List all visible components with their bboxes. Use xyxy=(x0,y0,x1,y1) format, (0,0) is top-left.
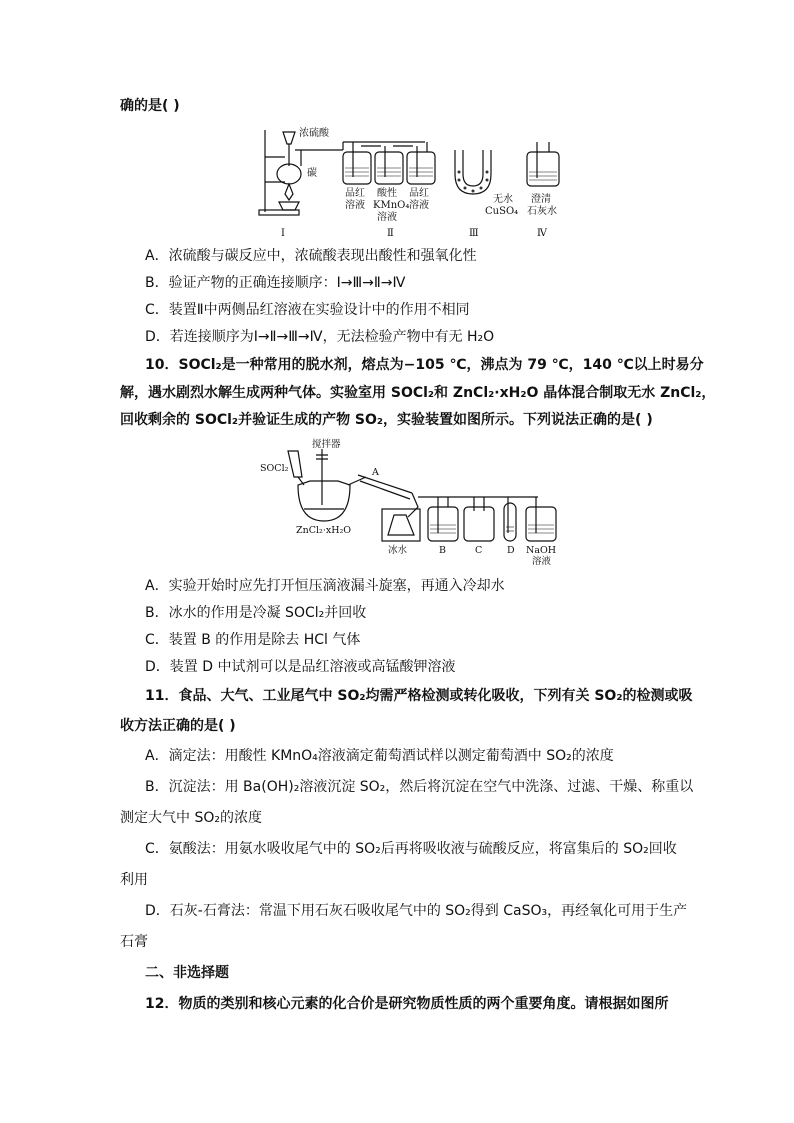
label-d: D xyxy=(507,545,515,556)
label-carbon: 碳 xyxy=(307,168,317,179)
label-zncl2: ZnCl₂·xH₂O xyxy=(296,525,352,536)
q10-option-c: C．装置 B 的作用是除去 HCl 气体 xyxy=(145,632,361,648)
q10-option-a: A．实验开始时应先打开恒压滴液漏斗旋塞，再通入冷却水 xyxy=(145,578,505,594)
q10-stem-3: 回收剩余的 SOCl₂并验证生成的产物 SO₂，实验装置如图所示。下列说法正确的是( ) xyxy=(120,412,653,428)
q11-stem-1: 11．食品、大气、工业尾气中 SO₂均需严格检测或转化吸收，下列有关 SO₂的检测或吸 xyxy=(145,688,693,704)
figure-q9-apparatus xyxy=(255,122,575,242)
label-acidic: 酸性 xyxy=(377,188,397,199)
figure-q10-apparatus xyxy=(258,437,568,567)
label-anhydrous: 无水 xyxy=(493,194,513,205)
label-stirrer: 搅拌器 xyxy=(312,439,341,450)
q11-stem-2: 收方法正确的是( ) xyxy=(120,718,236,734)
q9-option-b: B．验证产物的正确连接顺序：Ⅰ→Ⅲ→Ⅱ→Ⅳ xyxy=(145,275,406,291)
q11-option-c-2: 利用 xyxy=(120,872,148,888)
roman-2: Ⅱ xyxy=(387,228,394,239)
section-heading: 二、非选择题 xyxy=(145,965,229,981)
label-pin2: 品红 xyxy=(409,188,429,199)
q9-option-d: D．若连接顺序为Ⅰ→Ⅱ→Ⅲ→Ⅳ，无法检验产物中有无 H₂O xyxy=(145,329,495,345)
q10-stem-1: 10．SOCl₂是一种常用的脱水剂，熔点为−105 ℃，沸点为 79 ℃，140 ℃以上时易分 xyxy=(145,357,704,373)
q10-option-b: B．冰水的作用是冷凝 SOCl₂并回收 xyxy=(145,605,367,621)
label-sol2: 溶液 xyxy=(377,212,397,223)
q11-option-b-2: 测定大气中 SO₂的浓度 xyxy=(120,810,262,826)
label-naoh: NaOH xyxy=(526,545,557,556)
q10-stem-2: 解，遇水剧烈水解生成两种气体。实验室用 SOCl₂和 ZnCl₂·xH₂O 晶体混合制取无水 ZnCl₂， xyxy=(120,385,716,401)
q11-option-d-2: 石膏 xyxy=(120,934,148,950)
label-pin1: 品红 xyxy=(345,188,365,199)
label-limewater: 石灰水 xyxy=(527,206,557,217)
label-socl2: SOCl₂ xyxy=(260,463,289,474)
q11-option-a: A．滴定法：用酸性 KMnO₄溶液滴定葡萄酒试样以测定葡萄酒中 SO₂的浓度 xyxy=(145,748,614,764)
q11-option-b-1: B．沉淀法：用 Ba(OH)₂溶液沉淀 SO₂，然后将沉淀在空气中洗涤、过滤、干燥、称重以 xyxy=(145,779,694,795)
q12-stem-1: 12．物质的类别和核心元素的化合价是研究物质性质的两个重要角度。请根据如图所 xyxy=(145,996,669,1012)
label-conc-acid: 浓硫酸 xyxy=(299,128,329,139)
label-naoh-sol: 溶液 xyxy=(532,556,552,567)
label-b: B xyxy=(439,545,446,556)
label-icewater: 冰水 xyxy=(388,545,408,556)
label-cuso4: CuSO₄ xyxy=(485,206,519,217)
q9-option-a: A．浓硫酸与碳反应中，浓硫酸表现出酸性和强氧化性 xyxy=(145,248,477,264)
label-sol3: 溶液 xyxy=(409,200,429,211)
q10-option-d: D．装置 D 中试剂可以是品红溶液或高锰酸钾溶液 xyxy=(145,659,456,675)
label-clear: 澄清 xyxy=(531,194,551,205)
q11-option-d-1: D．石灰-石膏法：常温下用石灰石吸收尾气中的 SO₂得到 CaSO₃，再经氧化可用于生产 xyxy=(145,903,688,919)
label-kmno4: KMnO₄ xyxy=(373,200,410,211)
roman-4: Ⅳ xyxy=(537,228,547,239)
q11-option-c-1: C．氨酸法：用氨水吸收尾气中的 SO₂后再将吸收液与硫酸反应，将富集后的 SO₂回收 xyxy=(145,841,677,857)
q9-stem-tail: 确的是( ) xyxy=(120,98,180,114)
q9-option-c: C．装置Ⅱ中两侧品红溶液在实验设计中的作用不相同 xyxy=(145,302,470,318)
label-c: C xyxy=(475,545,483,556)
label-sol1: 溶液 xyxy=(345,200,365,211)
label-a: A xyxy=(372,467,379,478)
roman-1: Ⅰ xyxy=(281,228,285,239)
roman-3: Ⅲ xyxy=(469,228,479,239)
